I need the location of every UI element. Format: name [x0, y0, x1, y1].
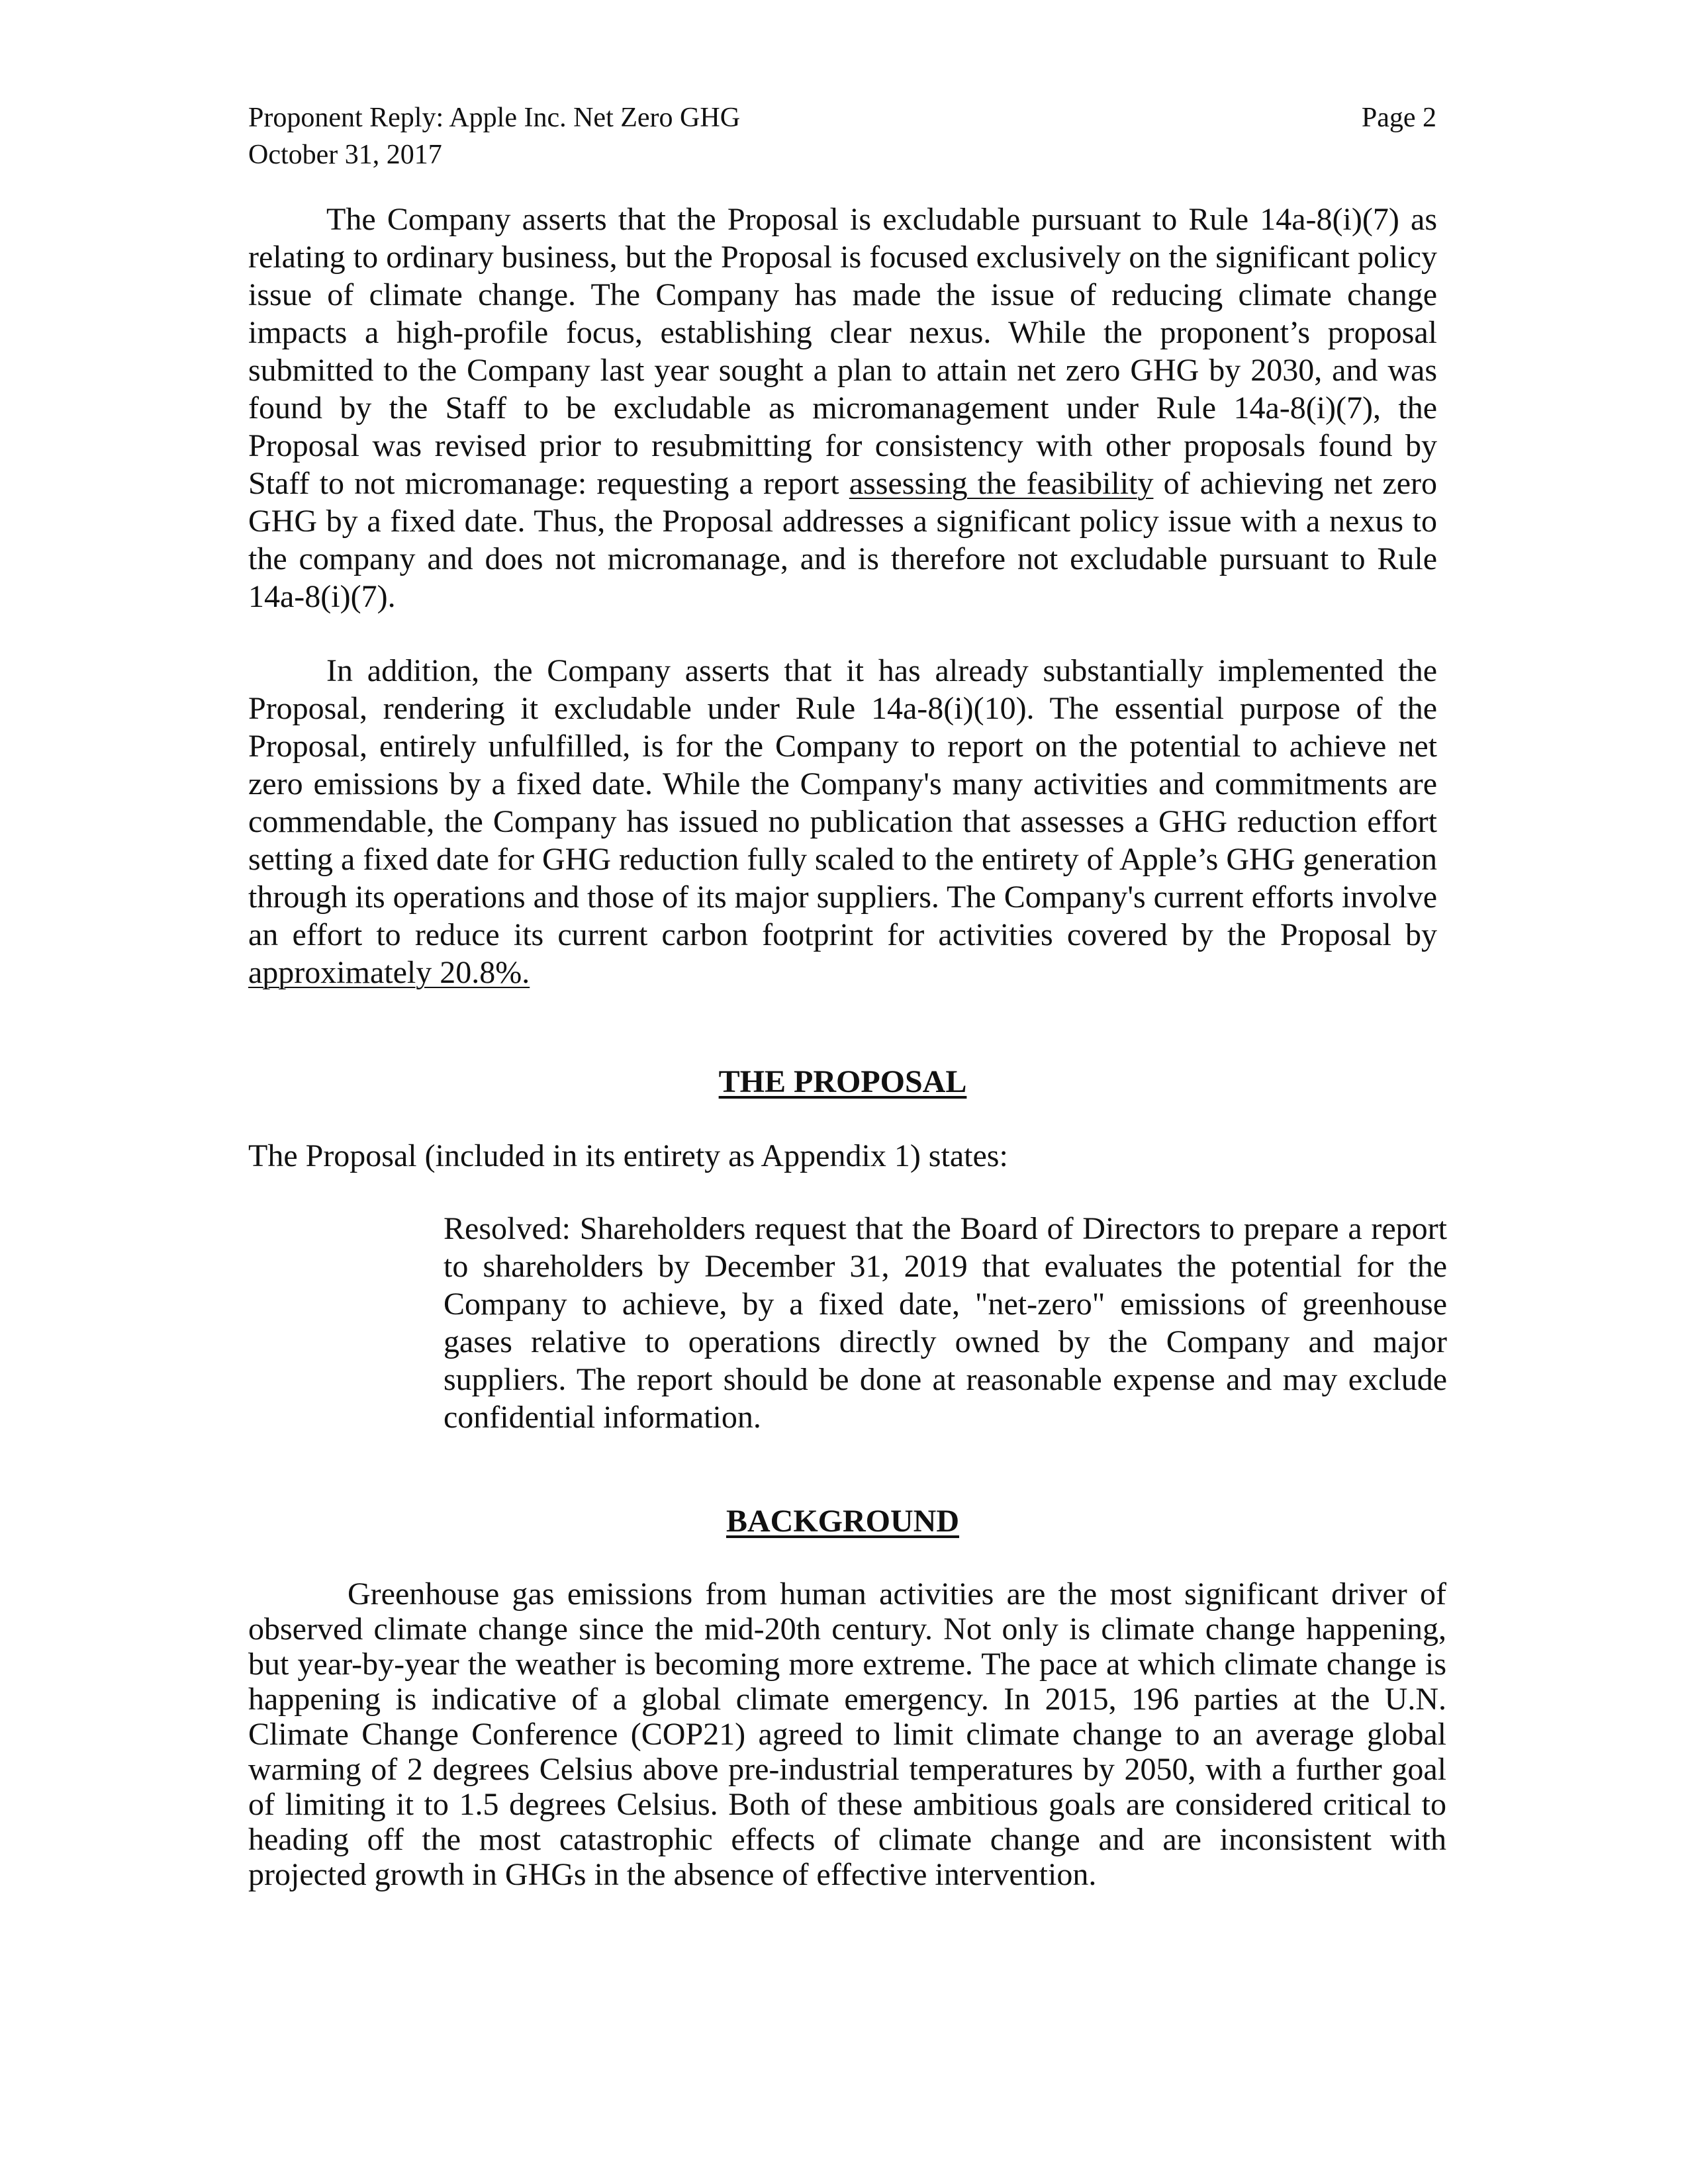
proposal-block-quote: Resolved: Shareholders request that the Board of Directors to prepare a report to shareholders by December 31, 2019 that evaluates the potential for the Company to achieve, by a fixed date, "net-zero" emissions of greenhouse gases relative to operations directly owned by the Company and major suppliers. The report should be done at reasonable expense and may exclude confidential information.	[444, 1211, 1447, 1435]
paragraph-exclusion-ordinary-business	[248, 201, 1437, 615]
proposal-intro: The Proposal (included in its entirety as Appendix 1) states:	[248, 1138, 1008, 1173]
background-paragraph: Greenhouse gas emissions from human activities are the most significant driver of observed climate change since the mid-20th century. Not only is climate change happening, but year-by-year the weather is becoming more extreme. The pace at which climate change is happening is indicative of a global climate emergency. In 2015, 196 parties at the U.N. Climate Change Conference (COP21) agreed to limit climate change to an average global warming of 2 degrees Celsius above pre-industrial temperatures by 2050, with a further goal of limiting it to 1.5 degrees Celsius. Both of these ambitious goals are considered critical to heading off the most catastrophic effects of climate change and are inconsistent with projected growth in GHGs in the absence of effective intervention.	[248, 1576, 1446, 1892]
section-heading-proposal: THE PROPOSAL	[718, 1064, 967, 1099]
header-title: Proponent Reply: Apple Inc. Net Zero GHG	[248, 103, 741, 133]
underlined-phrase: assessing the feasibility	[849, 466, 1154, 501]
paragraph-text: The Company asserts that the Proposal is excludable pursuant to Rule 14a-8(i)(7) as relating to ordinary business, but the Proposal is focused exclusively on the significant policy issue of climate change. The Company has made the issue of reducing climate change impacts a high-profile focus, establishing clear nexus. While the proponent’s proposal submitted to the Company last year sought a plan to attain net zero GHG by 2030, and was found by the Staff to be excludable as micromanagement under Rule 14a-8(i)(7), the Proposal was revised prior to resubmitting for consistency with other proposals found by Staff to not micromanage: requesting a report	[248, 202, 1437, 501]
underlined-phrase: approximately 20.8%.	[248, 955, 530, 990]
page-header	[248, 99, 740, 173]
paragraph-text: In addition, the Company asserts that it has already substantially implemented the Proposal, rendering it excludable under Rule 14a-8(i)(10). The essential purpose of the Proposal, entirely unfulfilled, is for the Company to report on the potential to achieve net zero emissions by a fixed date. While the Company's many activities and commitments are commendable, the Company has issued no publication that assesses a GHG reduction effort setting a fixed date for GHG reduction fully scaled to the entirety of Apple’s GHG generation through its operations and those of its major suppliers. The Company's current efforts involve an effort to reduce its current carbon footprint for activities covered by the Proposal by	[248, 653, 1437, 952]
paragraph-substantial-implementation	[248, 652, 1437, 991]
section-heading-background: BACKGROUND	[726, 1504, 959, 1539]
page-number: Page 2	[1361, 103, 1436, 133]
paragraph-text: of achieving net zero GHG by a fixed date. Thus, the Proposal addresses a significant policy issue with a nexus to the company and does not micromanage, and is therefore not excludable pursuant to Rule 14a-8(i)(7).	[248, 466, 1437, 614]
header-date: October 31, 2017	[248, 140, 442, 170]
